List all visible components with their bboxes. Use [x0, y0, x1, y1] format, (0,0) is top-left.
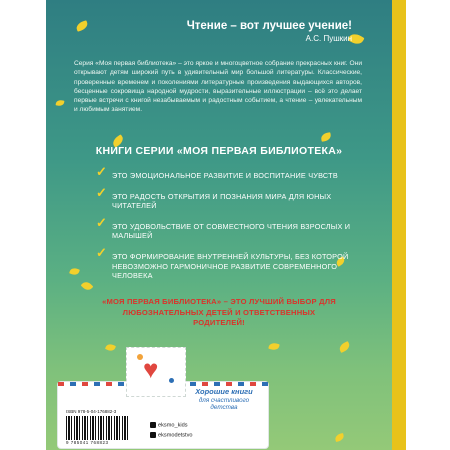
series-heading: КНИГИ СЕРИИ «МОЯ ПЕРВАЯ БИБЛИОТЕКА»	[95, 145, 343, 157]
social-handle-1: eksmo_kids	[150, 422, 260, 428]
leaf-icon	[268, 342, 279, 351]
feature-item	[96, 244, 376, 281]
checkmark-icon: ✓	[96, 164, 108, 179]
barcode-graphic	[66, 416, 128, 440]
barcode-number: 9 785041 768823	[66, 440, 109, 445]
dot-icon	[169, 378, 174, 383]
isbn-label: ISBN 978-5-04-176882-3	[66, 409, 117, 414]
leaf-icon	[56, 99, 65, 106]
checkmark-icon: ✓	[96, 184, 108, 200]
leaf-icon	[320, 132, 331, 142]
feature-text: ЭТО УДОВОЛЬСТВИЕ ОТ СОВМЕСТНОГО ЧТЕНИЯ ВЗРОСЛЫХ И МАЛЫШЕЙ	[112, 221, 351, 241]
feature-item	[96, 184, 376, 211]
series-description: Серия «Моя первая библиотека» – это яркое и многоцветное собрание прекрасных книг. Они открывают детям широкий путь в удивительный мир большой литературы. Классические, проверенные временем и поколениями литературные произведения выдающихся авторов, бесценные сокровища народной мудрости, выразительные иллюстрации – всё это делает первые встречи с книгой незабываемым и радостным событием, а чтение – увлекательным и любимым занятием.	[74, 60, 362, 114]
leaf-icon	[75, 20, 89, 32]
good-books-tagline	[186, 388, 262, 412]
feature-list	[96, 164, 376, 292]
quote-text: Чтение – вот лучшее учение!	[186, 20, 352, 32]
feature-text: ЭТО ФОРМИРОВАНИЕ ВНУТРЕННЕЙ КУЛЬТУРЫ, БЕЗ КОТОРОЙ НЕВОЗМОЖНО ГАРМОНИЧНОЕ РАЗВИТИЕ СОВРЕМЕННОГО ЧЕЛОВЕКА	[112, 251, 349, 281]
leaf-icon	[81, 280, 94, 293]
feature-text: ЭТО ЭМОЦИОНАЛЬНОЕ РАЗВИТИЕ И ВОСПИТАНИЕ ЧУВСТВ	[112, 171, 338, 180]
leaf-icon	[334, 433, 345, 442]
social-handle-2: eksmodetstvo	[150, 432, 260, 438]
good-books-line1: Хорошие книги	[195, 387, 253, 396]
checkmark-icon: ✓	[96, 214, 108, 230]
pushkin-quote	[187, 20, 352, 43]
quote-author: А.С. Пушкин	[305, 34, 352, 43]
postage-stamp	[126, 347, 186, 397]
back-cover	[46, 0, 392, 450]
book-spine-edge	[392, 0, 406, 450]
checkmark-icon: ✓	[96, 244, 108, 260]
feature-text: ЭТО РАДОСТЬ ОТКРЫТИЯ И ПОЗНАНИЯ МИРА ДЛЯ ЮНЫХ ЧИТАТЕЛЕЙ	[112, 191, 332, 211]
leaf-icon	[338, 341, 351, 353]
leaf-icon	[69, 267, 80, 277]
leaf-icon	[105, 342, 116, 352]
feature-item	[96, 164, 376, 181]
series-slogan: «МОЯ ПЕРВАЯ БИБЛИОТЕКА» – ЭТО ЛУЧШИЙ ВЫБОР ДЛЯ ЛЮБОЗНАТЕЛЬНЫХ ДЕТЕЙ И ОТВЕТСТВЕННЫХ РОДИТЕЛЕЙ!	[102, 297, 336, 327]
social-icon	[150, 432, 156, 438]
heart-icon: ♥	[143, 354, 159, 384]
good-books-line2: для счастливого детства	[198, 396, 250, 412]
feature-item	[96, 214, 376, 241]
social-icon	[150, 422, 156, 428]
